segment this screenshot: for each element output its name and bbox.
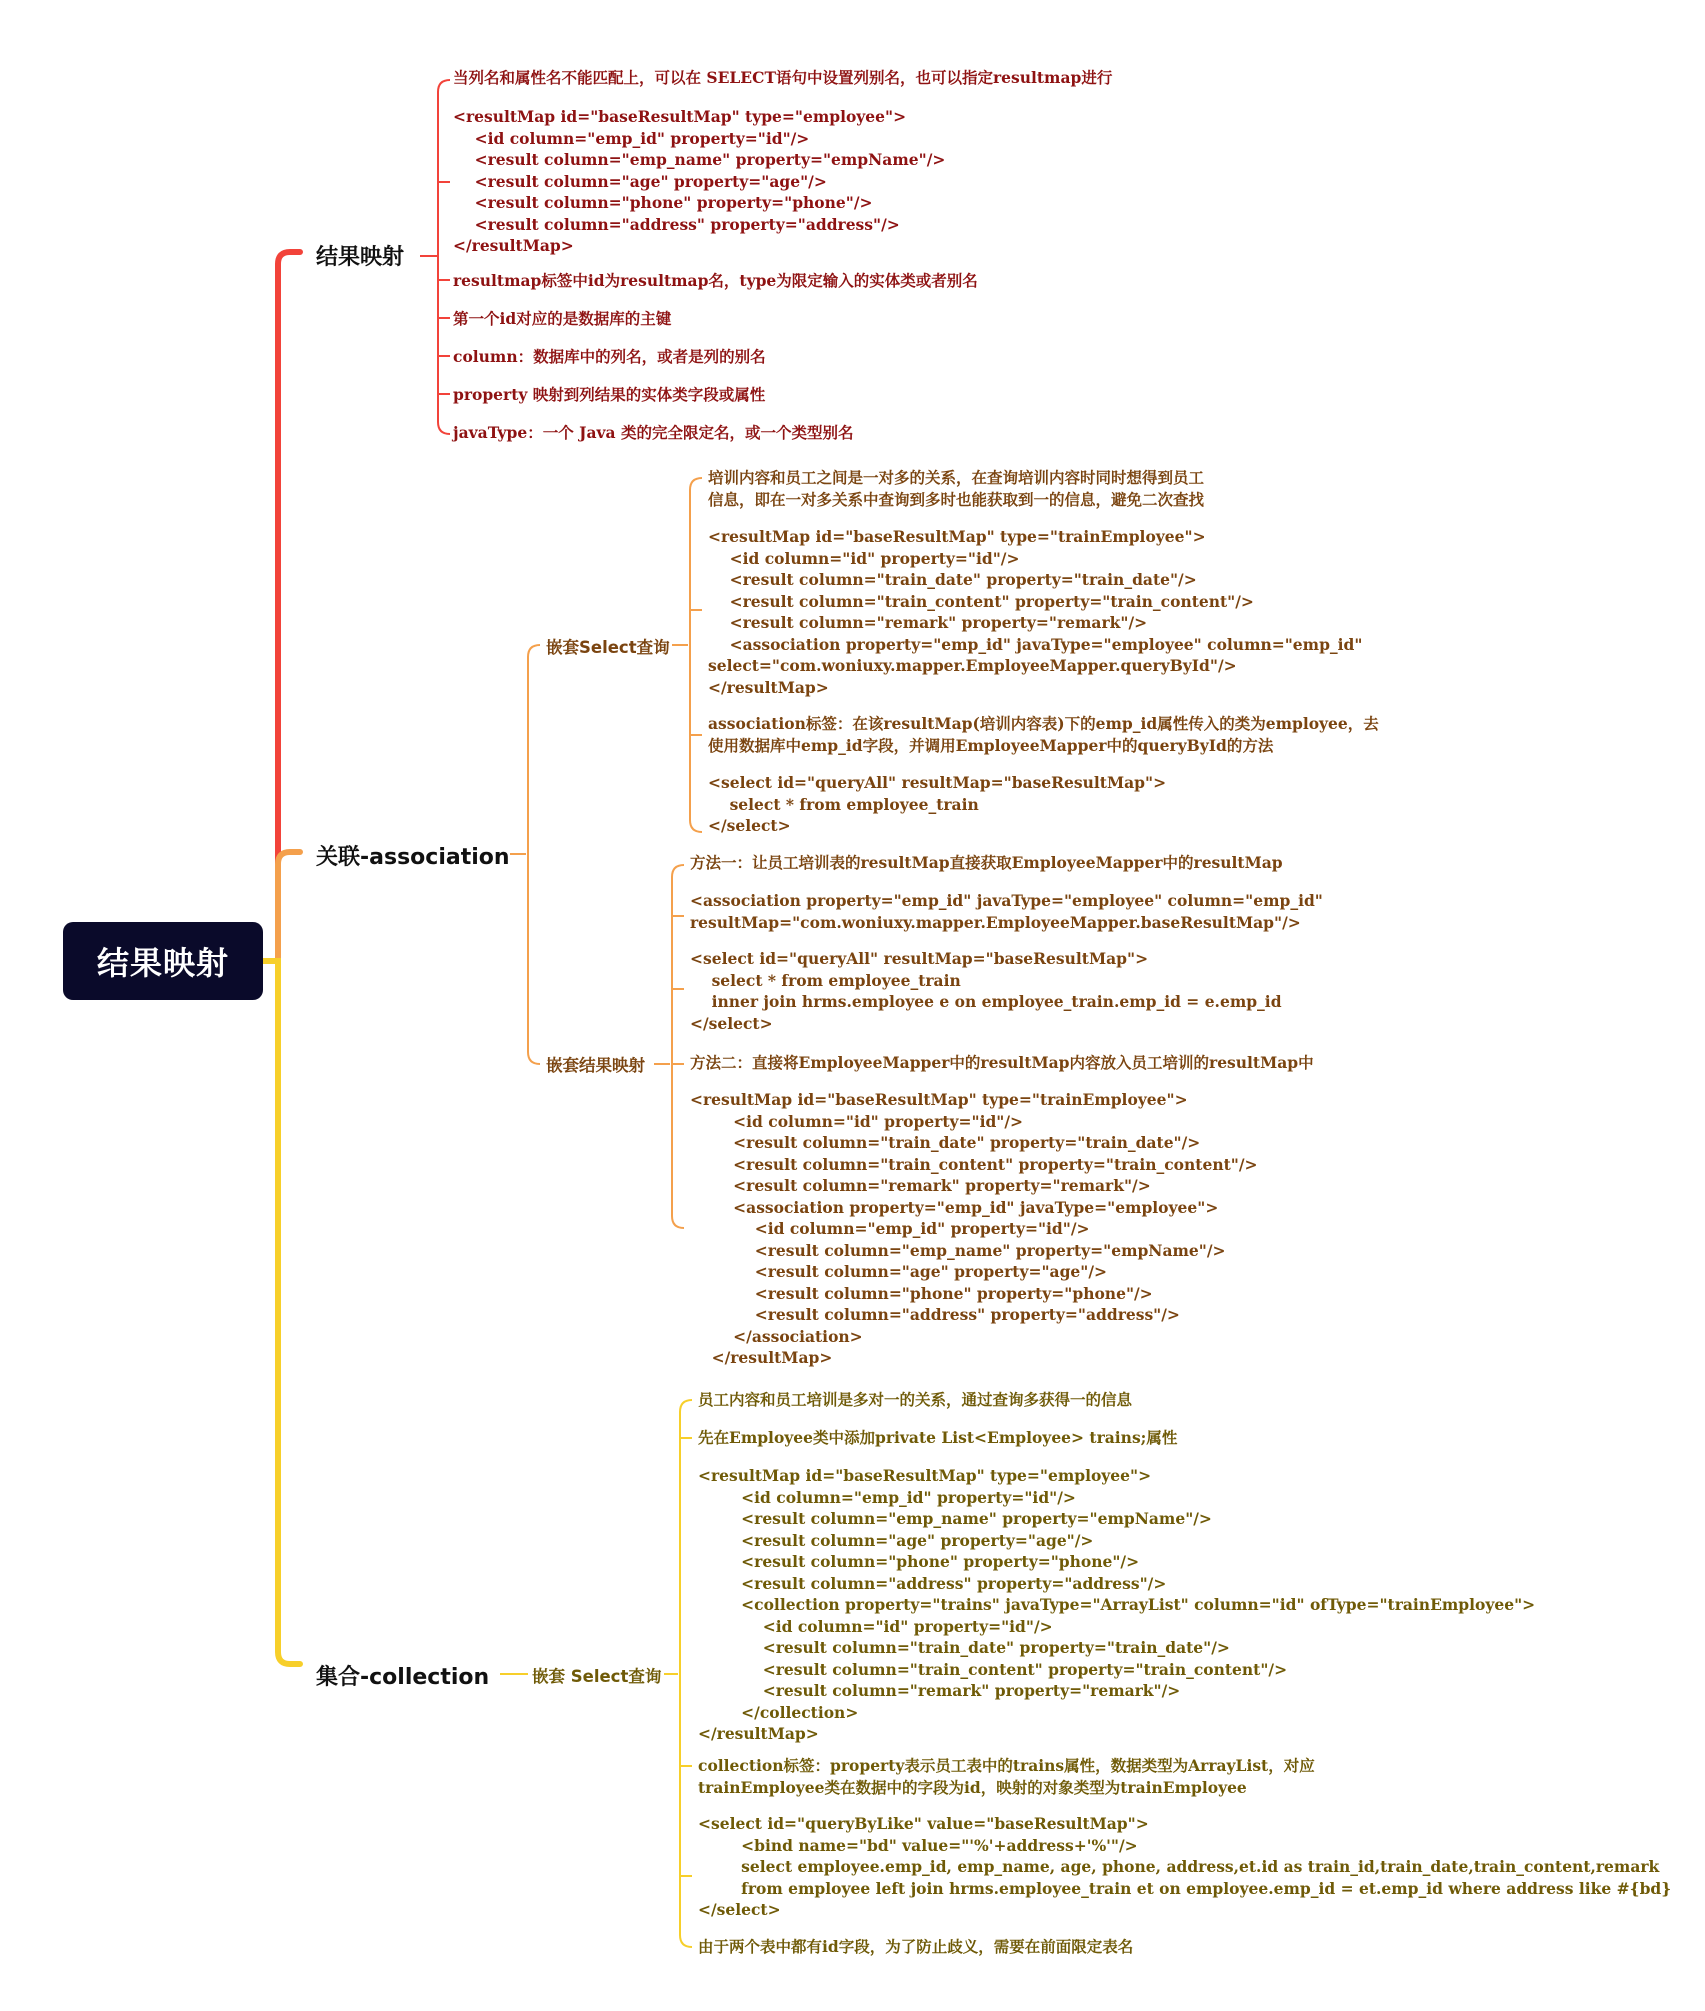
assoc-result-code-resultmap[interactable]: <resultMap id="baseResultMap" type="trainEmployee"> <id column="id" property="id"/> <result column="train_date" property="train_date"/> <result column="train_content" property="train_content"/> <result column="remark" property="remark"/> <association property="emp_id" javaType="employee"> <id column="emp_id" property="id"/> <result column="emp_name" property="empName"/> <result column="age" property="age"/> <result column="phone" property="phone"/> <result column="address" property="address"/> </association> </resultMap> <box>690 1090 1258 1367</box>
connector-assoc-select-ticks <box>690 610 702 735</box>
root-node[interactable]: 结果映射 <box>63 922 263 1000</box>
subtopic-association-nested-result[interactable]: 嵌套结果映射 <box>546 1056 645 1075</box>
result-mapping-note-column[interactable]: column：数据库中的列名，或者是列的别名 <box>453 347 766 366</box>
connector-root-collection <box>263 961 300 1664</box>
result-mapping-note-primary-key[interactable]: 第一个id对应的是数据库的主键 <box>453 309 672 328</box>
connector-result-mapping-bracket <box>438 80 450 434</box>
result-mapping-note-property[interactable]: property 映射到列结果的实体类字段或属性 <box>453 385 766 404</box>
result-mapping-note-javatype[interactable]: javaType：一个 Java 类的完全限定名，或一个类型别名 <box>453 423 854 442</box>
coll-select-note-add-property[interactable]: 先在Employee类中添加private List<Employee> trains;属性 <box>698 1428 1178 1447</box>
connector-assoc-result-ticks <box>672 916 684 1064</box>
connector-coll-select-bracket <box>680 1400 692 1947</box>
subtopic-association-nested-select[interactable]: 嵌套Select查询 <box>546 638 670 657</box>
assoc-result-code-select[interactable]: <select id="queryAll" resultMap="baseResultMap"> select * from employee_train inner join hrms.employee e on employee_train.emp_id = e.emp_id </select> <box>690 949 1282 1033</box>
assoc-select-code-resultmap[interactable]: <resultMap id="baseResultMap" type="trainEmployee"> <id column="id" property="id"/> <result column="train_date" property="train_date"/> <result column="train_content" property="train_content"/> <result column="remark" property="remark"/> <association property="emp_id" javaType="employee" column="emp_id" select="com.woniuxy.mapper.EmployeeMapper.queryById"/> </resultMap> <box>708 527 1363 697</box>
connector-association-bracket <box>528 645 540 1064</box>
topic-result-mapping[interactable]: 结果映射 <box>316 245 405 270</box>
topic-association[interactable]: 关联-association <box>316 845 510 870</box>
result-mapping-note-resultmap-tag[interactable]: resultmap标签中id为resultmap名，type为限定输入的实体类或者别名 <box>453 271 978 290</box>
coll-select-note-collection-tag[interactable]: collection标签：property表示员工表中的trains属性，数据类型为ArrayList，对应 trainEmployee类在数据中的字段为id，映射的对象类型为trainEmployee <box>698 1756 1315 1797</box>
result-mapping-code-resultmap[interactable]: <resultMap id="baseResultMap" type="employee"> <id column="emp_id" property="id"/> <result column="emp_name" property="empName"/> <result column="age" property="age"/> <result column="phone" property="phone"/> <result column="address" property="address"/> </resultMap> <box>453 107 946 255</box>
assoc-select-note-one-to-many[interactable]: 培训内容和员工之间是一对多的关系，在查询培训内容时同时想得到员工 信息，即在一对多关系中查询到多时也能获取到一的信息，避免二次查找 <box>708 468 1205 509</box>
connector-assoc-select-bracket <box>690 478 702 832</box>
topic-collection[interactable]: 集合-collection <box>316 1665 490 1690</box>
coll-select-note-table-prefix[interactable]: 由于两个表中都有id字段，为了防止歧义，需要在前面限定表名 <box>698 1937 1134 1956</box>
result-mapping-note-alias[interactable]: 当列名和属性名不能匹配上，可以在 SELECT语句中设置列别名，也可以指定resultmap进行 <box>453 68 1113 87</box>
assoc-result-method-one[interactable]: 方法一：让员工培训表的resultMap直接获取EmployeeMapper中的resultMap <box>690 853 1283 872</box>
coll-select-note-many-to-one[interactable]: 员工内容和员工培训是多对一的关系，通过查询多获得一的信息 <box>698 1390 1133 1409</box>
subtopic-collection-nested-select[interactable]: 嵌套 Select查询 <box>532 1667 662 1686</box>
connector-coll-select-ticks <box>680 1438 692 1876</box>
connector-root-association <box>263 852 300 961</box>
assoc-select-note-association-tag[interactable]: association标签：在该resultMap(培训内容表)下的emp_id属性传入的类为employee，去 使用数据库中emp_id字段，并调用EmployeeMapper中的queryById的方法 <box>708 714 1379 755</box>
coll-select-code-resultmap[interactable]: <resultMap id="baseResultMap" type="employee"> <id column="emp_id" property="id"/> <result column="emp_name" property="empName"/> <result column="age" property="age"/> <result column="phone" property="phone"/> <result column="address" property="address"/> <collection property="trains" javaType="ArrayList" column="id" ofType="trainEmployee"> <id column="id" property="id"/> <result column="train_date" property="train_date"/> <result column="train_content" property="train_content"/> <result column="remark" property="remark"/> </collection> </resultMap> <box>698 1466 1536 1743</box>
assoc-result-code-association[interactable]: <association property="emp_id" javaType="employee" column="emp_id" resultMap="com.woniuxy.mapper.EmployeeMapper.baseResultMap"/> <box>690 891 1323 932</box>
coll-select-code-select[interactable]: <select id="queryByLike" value="baseResultMap"> <bind name="bd" value="'%'+address+'%'"/> select employee.emp_id, emp_name, age, phone, address,et.id as train_id,train_date,train_content,remark from employee left join hrms.employee_train et on employee.emp_id = et.emp_id where address like #{bd} </select> <box>698 1814 1672 1919</box>
assoc-select-code-select[interactable]: <select id="queryAll" resultMap="baseResultMap"> select * from employee_train </select> <box>708 773 1167 835</box>
connector-assoc-result-bracket <box>672 865 684 1228</box>
assoc-result-method-two[interactable]: 方法二：直接将EmployeeMapper中的resultMap内容放入员工培训的resultMap中 <box>690 1053 1314 1072</box>
connector-result-mapping-ticks <box>438 182 450 394</box>
